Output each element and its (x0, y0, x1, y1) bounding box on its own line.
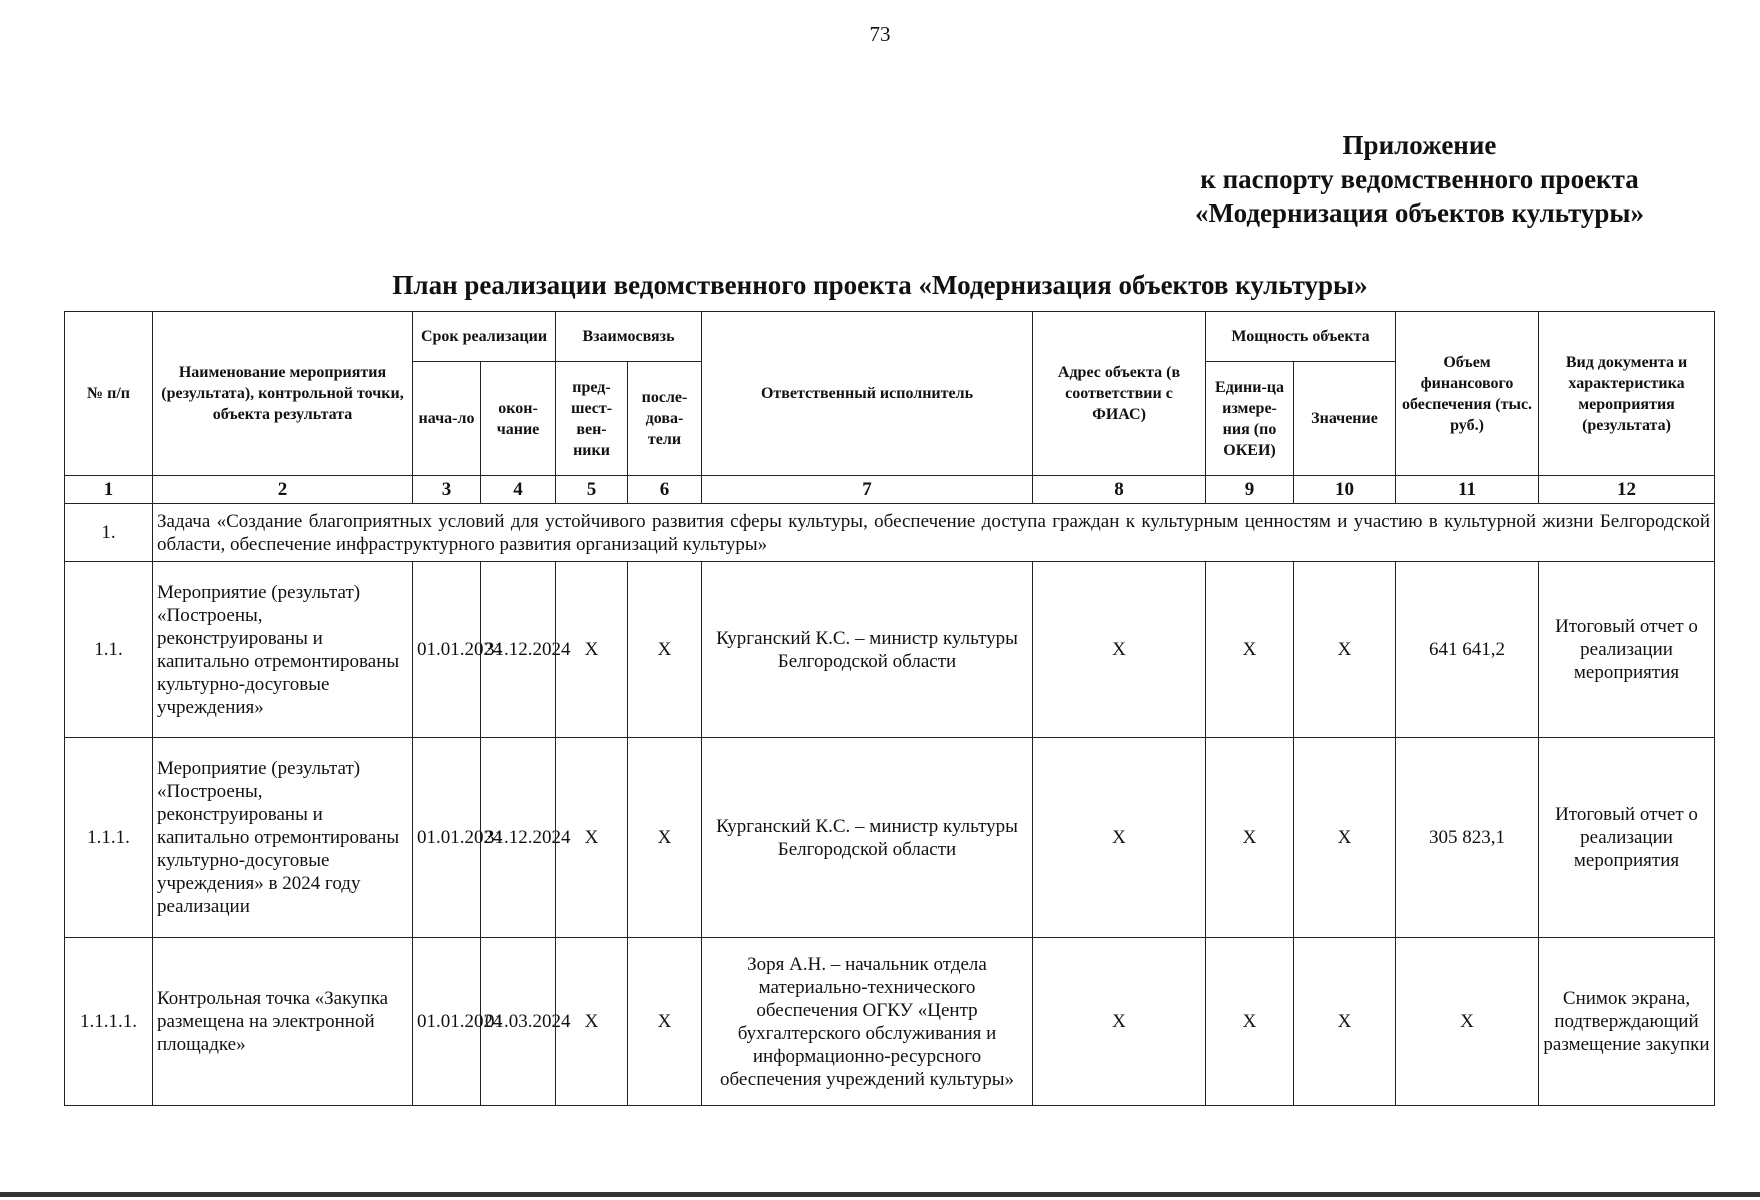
row-address: X (1033, 562, 1206, 738)
row-doc: Итоговый отчет о реализации мероприятия (1539, 738, 1715, 938)
header-capacity-value: Значение (1294, 362, 1396, 476)
row-num: 1.1. (65, 562, 153, 738)
row-start: 01.01.2024 (413, 938, 481, 1106)
page-number: 73 (869, 22, 891, 46)
column-number-row (65, 476, 1715, 504)
row-doc: Снимок экрана, подтверждающий размещение закупки (1539, 938, 1715, 1106)
row-num: 1.1.1. (65, 738, 153, 938)
column-number: 4 (481, 476, 556, 504)
scan-edge-divider (0, 1192, 1760, 1197)
header-term: Срок реализации (413, 312, 556, 362)
appendix-line-3: «Модернизация объектов культуры» (1194, 198, 1644, 228)
row-pred: X (556, 562, 628, 738)
row-value: X (1294, 938, 1396, 1106)
row-succ: X (628, 738, 702, 938)
task-row (65, 504, 1715, 562)
column-number: 6 (628, 476, 702, 504)
column-number: 8 (1033, 476, 1206, 504)
header-responsible: Ответственный исполнитель (702, 312, 1033, 476)
column-number: 1 (65, 476, 153, 504)
row-address: X (1033, 938, 1206, 1106)
plan-title: План реализации ведомственного проекта «Модернизация объектов культуры» (392, 270, 1368, 300)
row-start: 01.01.2024 (413, 738, 481, 938)
row-finance: 305 823,1 (1396, 738, 1539, 938)
column-number: 7 (702, 476, 1033, 504)
appendix-line-1: Приложение (1342, 130, 1497, 160)
row-responsible: Зоря А.Н. – начальник отдела материально-технического обеспечения ОГКУ «Центр бухгалтерского обслуживания и информационно-ресурсного обеспечения учреждений культуры» (702, 938, 1033, 1106)
plan-table (64, 311, 1715, 1106)
row-pred: X (556, 738, 628, 938)
column-number: 10 (1294, 476, 1396, 504)
row-pred: X (556, 938, 628, 1106)
column-number: 5 (556, 476, 628, 504)
row-unit: X (1206, 938, 1294, 1106)
appendix-heading (1195, 128, 1644, 230)
column-number: 3 (413, 476, 481, 504)
header-doc: Вид документа и характеристика мероприятия (результата) (1539, 312, 1715, 476)
row-responsible: Курганский К.С. – министр культуры Белгородской области (702, 562, 1033, 738)
header-finance: Объем финансового обеспечения (тыс. руб.) (1396, 312, 1539, 476)
row-unit: X (1206, 562, 1294, 738)
header-num: № п/п (65, 312, 153, 476)
row-start: 01.01.2024 (413, 562, 481, 738)
row-end: 01.03.2024 (481, 938, 556, 1106)
row-name: Мероприятие (результат) «Построены, реконструированы и капитально отремонтированы культурно-досуговые учреждения» (153, 562, 413, 738)
table-row (65, 738, 1715, 938)
row-unit: X (1206, 738, 1294, 938)
row-responsible: Курганский К.С. – министр культуры Белгородской области (702, 738, 1033, 938)
header-term-end: окон-чание (481, 362, 556, 476)
header-link: Взаимосвязь (556, 312, 702, 362)
row-succ: X (628, 562, 702, 738)
row-name: Контрольная точка «Закупка размещена на электронной площадке» (153, 938, 413, 1106)
header-link-pred: пред-шест-вен-ники (556, 362, 628, 476)
task-num: 1. (65, 504, 153, 562)
table-row (65, 938, 1715, 1106)
row-finance: X (1396, 938, 1539, 1106)
header-capacity: Мощность объекта (1206, 312, 1396, 362)
row-doc: Итоговый отчет о реализации мероприятия (1539, 562, 1715, 738)
row-num: 1.1.1.1. (65, 938, 153, 1106)
row-value: X (1294, 562, 1396, 738)
header-link-succ: после-дова-тели (628, 362, 702, 476)
table-row (65, 562, 1715, 738)
column-number: 12 (1539, 476, 1715, 504)
row-end: 31.12.2024 (481, 562, 556, 738)
column-number: 11 (1396, 476, 1539, 504)
row-end: 31.12.2024 (481, 738, 556, 938)
appendix-line-2: к паспорту ведомственного проекта (1200, 164, 1639, 194)
row-succ: X (628, 938, 702, 1106)
row-name: Мероприятие (результат) «Построены, реконструированы и капитально отремонтированы культурно-досуговые учреждения» в 2024 году реализации (153, 738, 413, 938)
header-name: Наименование мероприятия (результата), контрольной точки, объекта результата (153, 312, 413, 476)
header-address: Адрес объекта (в соответствии с ФИАС) (1033, 312, 1206, 476)
task-text: Задача «Создание благоприятных условий для устойчивого развития сферы культуры, обеспечение доступа граждан к культурным ценностям и участию в культурной жизни Белгородской области, обеспечение инфраструктурного развития организаций культуры» (153, 504, 1715, 562)
column-number: 9 (1206, 476, 1294, 504)
row-value: X (1294, 738, 1396, 938)
header-capacity-unit: Едини-ца измере-ния (по ОКЕИ) (1206, 362, 1294, 476)
header-term-start: нача-ло (413, 362, 481, 476)
row-address: X (1033, 738, 1206, 938)
row-finance: 641 641,2 (1396, 562, 1539, 738)
column-number: 2 (153, 476, 413, 504)
